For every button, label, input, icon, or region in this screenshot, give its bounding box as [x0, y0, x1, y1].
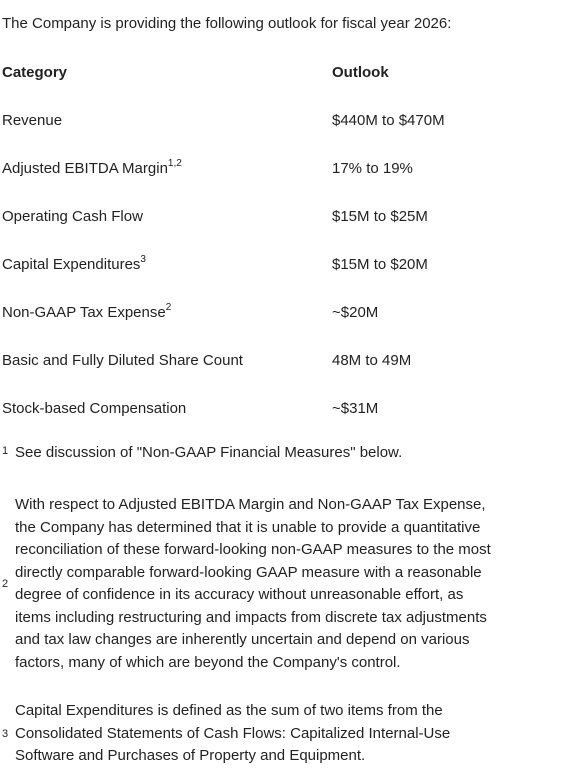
row-value: $15M to $25M: [332, 207, 428, 225]
row-category: [0, 288, 330, 336]
footnote-text: With respect to Adjusted EBITDA Margin and Non-GAAP Tax Expense, the Company has determined that it is unable to provide a quantitative reconciliation of these forward-looking non-GAAP measures to the most directly comparable forward-looking GAAP measure with a reasonable degree of confidence in its accuracy without unreasonable effort, as items including restructuring and impacts from discrete tax adjustments and tax law changes are inherently uncertain and depend on various factors, many of which are beyond the Company's control.: [15, 496, 491, 671]
category-label: Operating Cash Flow: [2, 207, 143, 225]
category-label: Non-GAAP Tax Expense: [2, 303, 166, 321]
intro-text: The Company is providing the following outlook for fiscal year 2026:: [2, 15, 452, 32]
footnote-1: [0, 442, 577, 472]
row-value: 17% to 19%: [332, 159, 413, 177]
row-category: [0, 144, 330, 192]
header-outlook: Outlook: [332, 63, 389, 81]
footnote-ref: 3: [140, 253, 146, 265]
row-category: [0, 240, 330, 288]
row-category: [0, 192, 330, 240]
footnote-marker: 2: [2, 577, 9, 590]
header-category: Category: [2, 63, 68, 81]
footnote-text: See discussion of "Non-GAAP Financial Measures" below.: [15, 444, 403, 461]
footnote-3: [0, 700, 577, 768]
table-row: [0, 240, 577, 288]
table-row: [0, 192, 577, 240]
footnote-ref: 2: [165, 301, 172, 313]
row-value: ~$20M: [332, 303, 379, 321]
category-label: Basic and Fully Diluted Share Count: [2, 351, 243, 369]
row-value: 48M to 49M: [332, 351, 412, 369]
table-row: [0, 336, 577, 384]
category-label: Revenue: [2, 111, 63, 129]
category-label: Stock-based Compensation: [2, 399, 187, 417]
footnote-marker: 3: [2, 727, 9, 740]
row-value: $440M to $470M: [332, 111, 445, 129]
category-label: Capital Expenditures: [2, 255, 141, 273]
table-row: [0, 288, 577, 336]
row-value: $15M to $20M: [332, 255, 428, 273]
footnote-text: Capital Expenditures is defined as the sum of two items from the Consolidated Statements of Cash Flows: Capitalized Internal-Use Software and Purchases of Property and Equipment.: [15, 702, 451, 764]
row-category: [0, 384, 330, 432]
table-row: [0, 384, 577, 432]
footnote-ref: 1,2: [167, 157, 182, 169]
category-label: Adjusted EBITDA Margin: [2, 159, 168, 177]
row-category: [0, 96, 330, 144]
table-row: [0, 96, 577, 144]
table-row: [0, 144, 577, 192]
row-value: ~$31M: [332, 399, 379, 417]
outlook-table: [0, 48, 577, 432]
footnotes: [0, 442, 577, 768]
footnote-2: [0, 494, 577, 674]
table-header-row: [0, 48, 577, 96]
footnote-marker: 1: [2, 445, 9, 457]
row-category: [0, 336, 330, 384]
